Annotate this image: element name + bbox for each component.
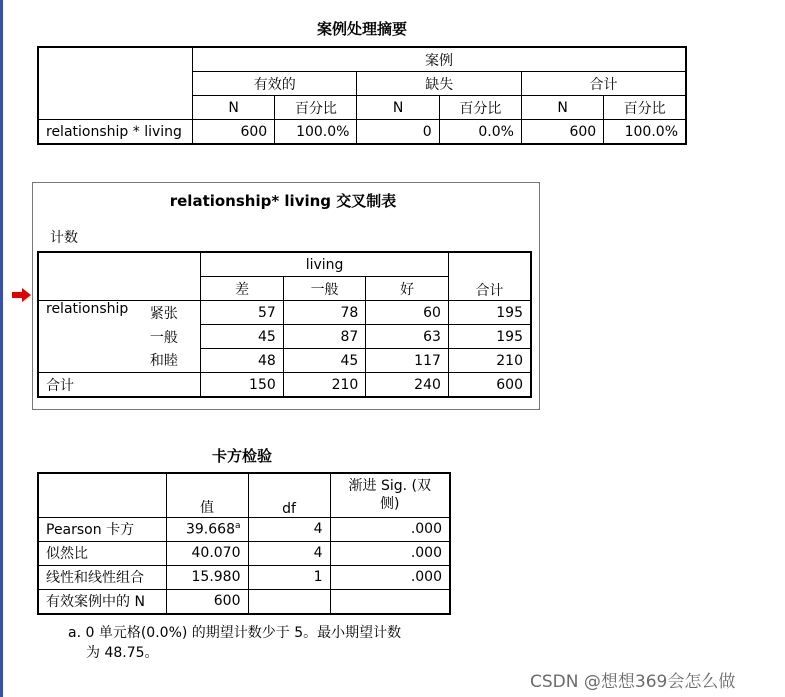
col-group-header: living: [201, 252, 449, 277]
value-cell: 63: [366, 325, 449, 349]
value-cell: 48: [201, 349, 284, 373]
total-row-label: 合计: [38, 373, 201, 398]
value-cell: 78: [283, 301, 366, 325]
row-label: 一般: [143, 325, 201, 349]
table-row: [38, 517, 450, 541]
subheader-missing: 缺失: [357, 72, 522, 96]
total-cell: 600: [448, 373, 531, 398]
table-row: [38, 120, 686, 145]
crosstab-table: [37, 251, 532, 398]
col-header: df: [248, 473, 330, 517]
csdn-watermark: CSDN @想想369会怎么做: [530, 672, 736, 692]
col-header: N: [357, 96, 439, 120]
total-header: 合计: [448, 252, 531, 301]
row-label: relationship * living: [38, 120, 192, 145]
value-cell: 0.0%: [439, 120, 521, 145]
sig-cell: .000: [330, 541, 450, 565]
subheader-valid: 有效的: [192, 72, 357, 96]
corner-cell: [38, 47, 192, 120]
window-left-edge: [0, 0, 3, 697]
df-cell: [248, 589, 330, 614]
case-summary-title: 案例处理摘要: [316, 20, 407, 38]
row-label: Pearson 卡方: [38, 517, 166, 541]
col-header: N: [521, 96, 603, 120]
row-label: 有效案例中的 N: [38, 589, 166, 614]
value-text: 39.668: [185, 521, 235, 538]
col-header: 一般: [283, 277, 366, 301]
corner-cell: [38, 252, 201, 301]
df-cell: 4: [248, 541, 330, 565]
subheader-total: 合计: [521, 72, 686, 96]
value-cell: 57: [201, 301, 284, 325]
footnote-line-2: 为 48.75。: [86, 645, 159, 661]
group-header: 案例: [192, 47, 686, 72]
value-cell: 210: [283, 373, 366, 398]
col-header: 值: [166, 473, 248, 517]
case-summary-table: [37, 46, 687, 145]
value-cell: 100.0%: [604, 120, 686, 145]
corner-cell: [38, 473, 166, 517]
row-label: 线性和线性组合: [38, 565, 166, 589]
chi-square-table: [37, 472, 451, 615]
crosstab-title: relationship* living 交叉制表: [169, 192, 397, 210]
value-cell: 600: [192, 120, 274, 145]
col-header: 百分比: [604, 96, 686, 120]
value-cell: 600: [166, 589, 248, 614]
footnote-line-1: a. 0 单元格(0.0%) 的期望计数少于 5。最小期望计数: [68, 625, 402, 641]
total-cell: 210: [448, 349, 531, 373]
chi-square-title: 卡方检验: [211, 447, 272, 465]
row-var-label: relationship: [38, 301, 143, 373]
row-label: 似然比: [38, 541, 166, 565]
row-label: 和睦: [143, 349, 201, 373]
value-cell: 150: [201, 373, 284, 398]
col-header: 好: [366, 277, 449, 301]
sig-cell: [330, 589, 450, 614]
sig-cell: .000: [330, 565, 450, 589]
table-row: [38, 373, 531, 398]
total-cell: 195: [448, 325, 531, 349]
value-cell: 87: [283, 325, 366, 349]
table-row: [38, 589, 450, 614]
value-cell: 60: [366, 301, 449, 325]
sig-cell: .000: [330, 517, 450, 541]
value-cell: 40.070: [166, 541, 248, 565]
df-cell: 1: [248, 565, 330, 589]
total-cell: 195: [448, 301, 531, 325]
col-header: 渐进 Sig. (双侧): [330, 473, 450, 517]
table-row: [38, 301, 531, 325]
value-cell: 0: [357, 120, 439, 145]
col-header: 差: [201, 277, 284, 301]
col-header: 百分比: [275, 96, 357, 120]
value-cell: [166, 517, 248, 541]
value-cell: 100.0%: [275, 120, 357, 145]
footnote-marker: a: [234, 520, 241, 531]
col-header: N: [192, 96, 274, 120]
value-cell: 240: [366, 373, 449, 398]
value-cell: 15.980: [166, 565, 248, 589]
df-cell: 4: [248, 517, 330, 541]
count-label: 计数: [50, 230, 78, 246]
value-cell: 600: [521, 120, 603, 145]
row-label: 紧张: [143, 301, 201, 325]
value-cell: 45: [201, 325, 284, 349]
col-header: 百分比: [439, 96, 521, 120]
value-cell: 117: [366, 349, 449, 373]
selection-arrow-icon: [12, 288, 32, 302]
table-row: [38, 541, 450, 565]
value-cell: 45: [283, 349, 366, 373]
table-row: [38, 565, 450, 589]
